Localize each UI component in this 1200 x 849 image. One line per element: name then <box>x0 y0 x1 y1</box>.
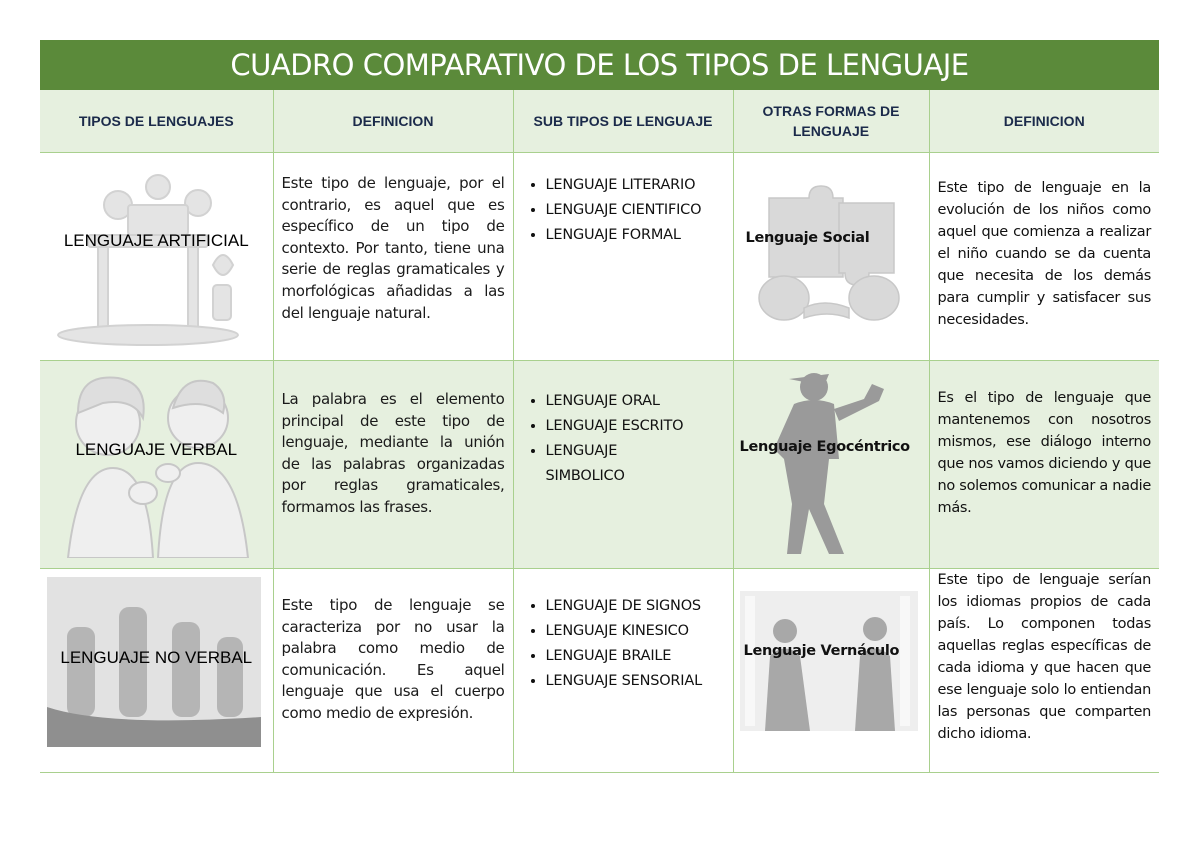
other-definition-cell <box>929 569 1159 773</box>
other-form-label: Lenguaje Egocéntrico <box>739 439 910 455</box>
type-cell-artificial <box>40 153 273 361</box>
other-definition-text: Este tipo de lenguaje en la evolución de los niños como aquel que comienza a realizar el niño cuando se da cuenta que necesita de los demás para cumplir y satisfacer sus necesidades. <box>937 180 1151 328</box>
comparison-chart <box>40 40 1159 773</box>
definition-text: La palabra es el elemento principal de este tipo de lenguaje, mediante la unión de las palabras organizadas por reglas gramaticales, formamos las frases. <box>281 390 505 516</box>
type-cell-verbal <box>40 361 273 569</box>
subtypes-list <box>514 389 733 489</box>
definition-cell <box>273 569 513 773</box>
table-row <box>40 569 1159 773</box>
list-item: • LENGUAJE KINESICO <box>546 619 733 644</box>
list-item: • LENGUAJE SIMBOLICO <box>546 439 733 489</box>
conversation-icon <box>740 591 918 731</box>
other-form-cell <box>733 569 929 773</box>
table-row <box>40 361 1159 569</box>
header-definition-2: DEFINICION <box>929 90 1159 153</box>
other-form-cell <box>733 361 929 569</box>
type-label: LENGUAJE VERBAL <box>75 440 238 459</box>
other-definition-text: Este tipo de lenguaje serían los idiomas propios de cada país. Lo componen todas aquellas reglas específicas de cada idioma y que hacen que ese lenguaje solo lo entiendan las personas que comparten dicho idioma. <box>937 572 1151 742</box>
definition-text: Este tipo de lenguaje, por el contrario, es aquel que es específico de un tipo de contexto. Por tanto, tiene una serie de reglas gramaticales y morfológicas añadidas a las del lenguaje natural. <box>281 174 505 322</box>
subtypes-cell <box>513 569 733 773</box>
list-item: • LENGUAJE FORMAL <box>546 223 733 248</box>
header-row <box>40 90 1159 153</box>
list-item: • LENGUAJE CIENTIFICO <box>546 198 733 223</box>
talking-people-icon <box>48 373 258 558</box>
other-definition-cell <box>929 153 1159 361</box>
desk-illustration-icon <box>48 165 248 350</box>
definition-text: Este tipo de lenguaje se caracteriza por no usar la palabra como medio de comunicación. Es aquel lenguaje que usa el cuerpo como medio de expresión. <box>281 596 505 722</box>
comparison-table <box>40 90 1159 773</box>
definition-cell <box>273 361 513 569</box>
list-item: • LENGUAJE SENSORIAL <box>546 669 733 694</box>
other-definition-text: Es el tipo de lenguaje que mantenemos con nosotros mismos, ese diálogo interno que nos vamos diciendo y que no solemos comunicar a nadie más. <box>937 390 1151 516</box>
list-item: • LENGUAJE LITERARIO <box>546 173 733 198</box>
subtypes-list <box>514 594 733 694</box>
person-silhouette-icon <box>754 369 904 559</box>
list-item: • LENGUAJE DE SIGNOS <box>546 594 733 619</box>
list-item: • LENGUAJE BRAILE <box>546 644 733 669</box>
subtypes-cell <box>513 153 733 361</box>
other-form-label: Lenguaje Social <box>745 230 870 246</box>
type-label: LENGUAJE ARTIFICIAL <box>63 231 249 250</box>
list-item: • LENGUAJE ORAL <box>546 389 733 414</box>
subtypes-cell <box>513 361 733 569</box>
header-definition: DEFINICION <box>273 90 513 153</box>
header-subtypes: SUB TIPOS DE LENGUAJE <box>513 90 733 153</box>
table-row <box>40 153 1159 361</box>
header-types: TIPOS DE LENGUAJES <box>40 90 273 153</box>
other-definition-cell <box>929 361 1159 569</box>
puzzle-people-icon <box>744 183 914 333</box>
list-item: • LENGUAJE ESCRITO <box>546 414 733 439</box>
type-label: LENGUAJE NO VERBAL <box>60 648 253 667</box>
other-form-label: Lenguaje Vernáculo <box>743 643 900 659</box>
chart-title: CUADRO COMPARATIVO DE LOS TIPOS DE LENGUAJE <box>40 40 1159 90</box>
header-other-forms: OTRAS FORMAS DE LENGUAJE <box>733 90 929 153</box>
type-cell-no-verbal <box>40 569 273 773</box>
subtypes-list <box>514 173 733 248</box>
definition-cell <box>273 153 513 361</box>
other-form-cell <box>733 153 929 361</box>
